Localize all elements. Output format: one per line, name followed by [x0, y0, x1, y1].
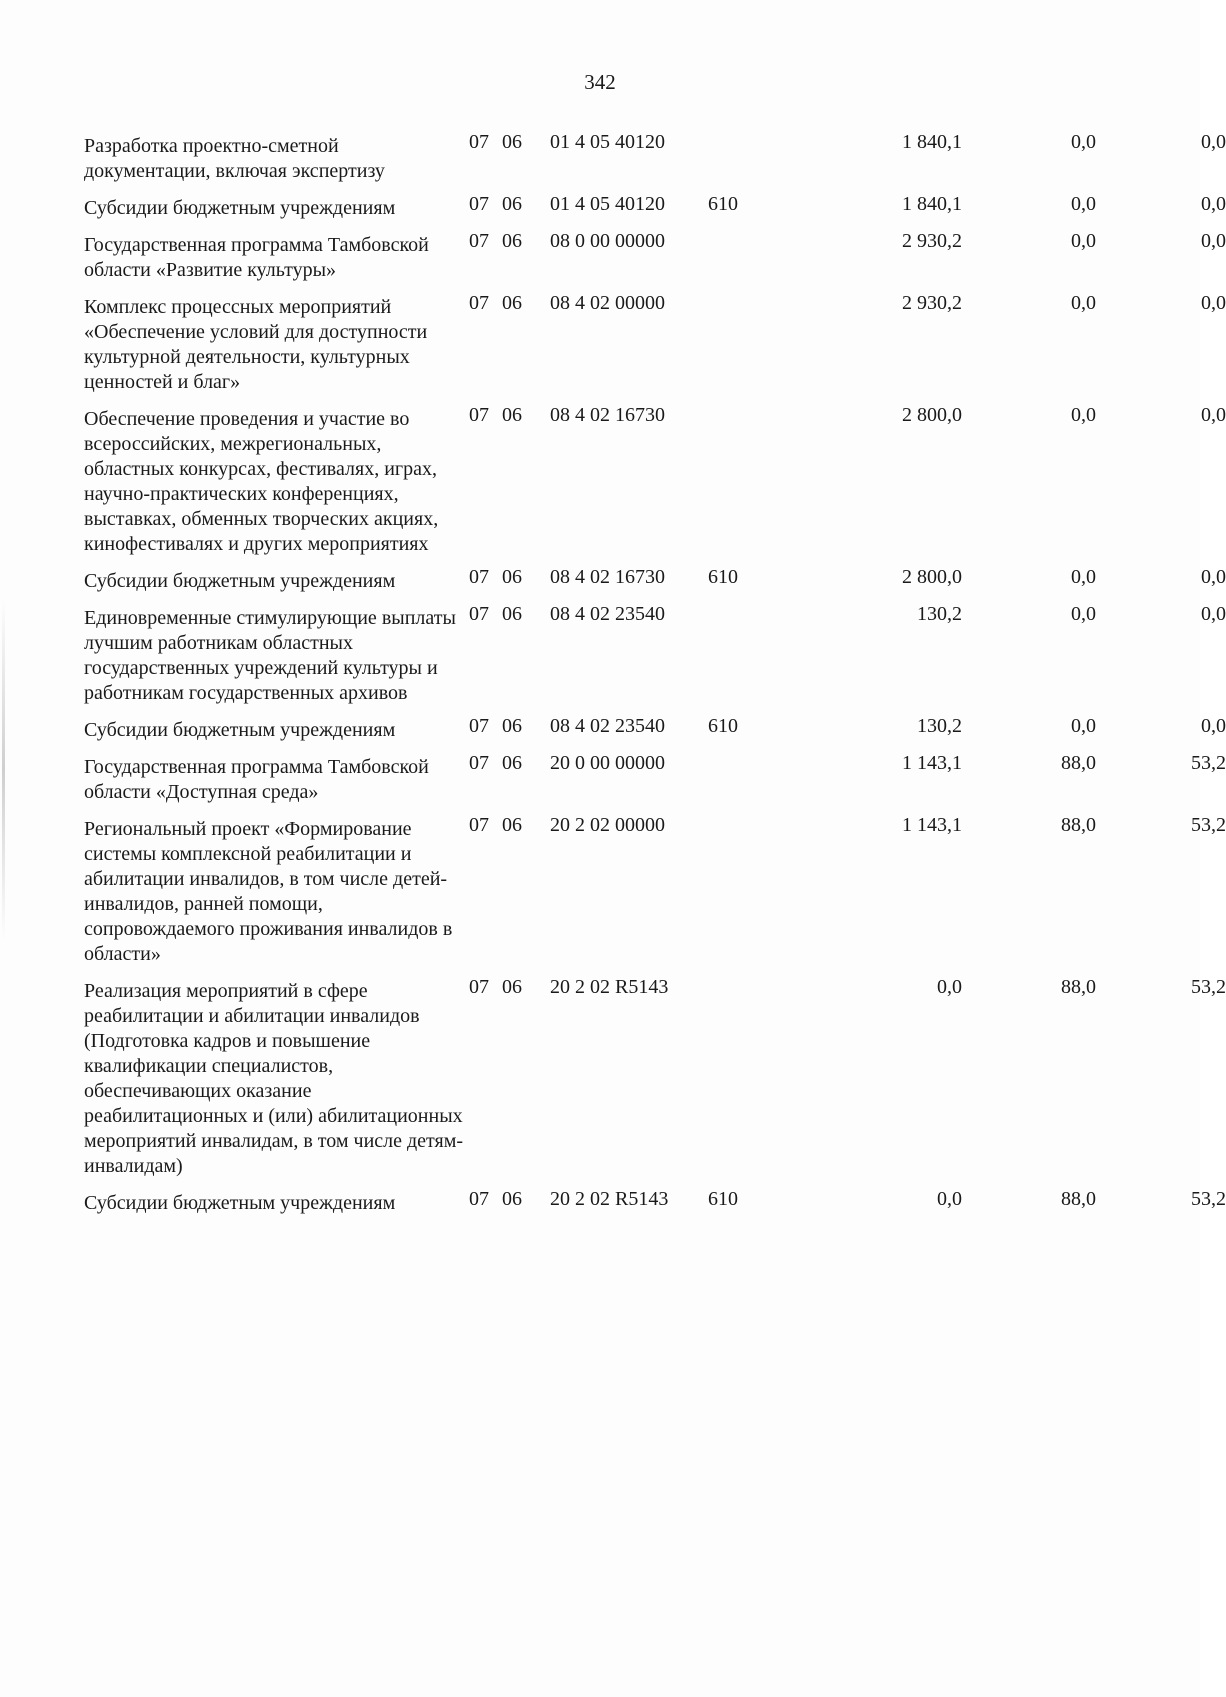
- section-code: 07: [469, 814, 489, 836]
- subsection-code: 06: [502, 193, 522, 215]
- amount-year-3: 0,0: [1201, 566, 1226, 588]
- amount-year-2: 0,0: [1071, 566, 1096, 588]
- row-spacer: [84, 1216, 1164, 1224]
- expense-type-code: 610: [708, 566, 738, 588]
- amount-year-2: 0,0: [1071, 603, 1096, 625]
- row-name: Комплекс процессных мероприятий «Обеспечение условий для доступности культурной деятельности, культурных ценностей и благ»: [84, 296, 428, 393]
- section-code: 07: [469, 976, 489, 998]
- table-row: [84, 1187, 1226, 1216]
- subsection-code: 06: [502, 715, 522, 737]
- amount-year-1: 1 143,1: [902, 814, 962, 836]
- target-article-code: 20 2 02 R5143: [550, 1188, 669, 1210]
- amount-year-3: 53,2: [1191, 814, 1226, 836]
- row-spacer: [84, 184, 1164, 192]
- target-article-code: 08 4 02 23540: [550, 715, 665, 737]
- row-name: Государственная программа Тамбовской области «Развитие культуры»: [84, 234, 429, 281]
- amount-year-1: 130,2: [917, 603, 962, 625]
- amount-year-1: 2 930,2: [902, 230, 962, 252]
- amount-year-3: 0,0: [1201, 230, 1226, 252]
- subsection-code: 06: [502, 1188, 522, 1210]
- row-name: Обеспечение проведения и участие во всероссийских, межрегиональных, областных конкурсах, фестивалях, играх, научно-практических конференциях, выставках, обменных творческих акциях, кинофестивалях и других мероприятиях: [84, 408, 439, 555]
- budget-table: [84, 130, 1226, 1224]
- row-spacer: [84, 805, 1164, 813]
- target-article-code: 08 0 00 00000: [550, 230, 665, 252]
- amount-year-2: 0,0: [1071, 292, 1096, 314]
- section-code: 07: [469, 1188, 489, 1210]
- subsection-code: 06: [502, 230, 522, 252]
- table-row: [84, 602, 1226, 706]
- target-article-code: 20 0 00 00000: [550, 752, 665, 774]
- table-row: [84, 714, 1226, 743]
- amount-year-2: 0,0: [1071, 193, 1096, 215]
- subsection-code: 06: [502, 131, 522, 153]
- row-name: Разработка проектно-сметной документации, включая экспертизу: [84, 135, 385, 182]
- amount-year-1: 1 143,1: [902, 752, 962, 774]
- section-code: 07: [469, 566, 489, 588]
- amount-year-3: 53,2: [1191, 976, 1226, 998]
- amount-year-1: 0,0: [937, 1188, 962, 1210]
- row-name: Государственная программа Тамбовской области «Доступная среда»: [84, 756, 429, 803]
- amount-year-3: 0,0: [1201, 193, 1226, 215]
- section-code: 07: [469, 715, 489, 737]
- amount-year-3: 0,0: [1201, 292, 1226, 314]
- section-code: 07: [469, 193, 489, 215]
- subsection-code: 06: [502, 566, 522, 588]
- amount-year-2: 88,0: [1061, 752, 1096, 774]
- target-article-code: 08 4 02 00000: [550, 292, 665, 314]
- amount-year-1: 130,2: [917, 715, 962, 737]
- row-name: Субсидии бюджетным учреждениям: [84, 1192, 396, 1214]
- target-article-code: 08 4 02 16730: [550, 404, 665, 426]
- target-article-code: 20 2 02 R5143: [550, 976, 669, 998]
- table-row: [84, 229, 1226, 283]
- section-code: 07: [469, 230, 489, 252]
- amount-year-1: 1 840,1: [902, 131, 962, 153]
- row-name: Региональный проект «Формирование системы комплексной реабилитации и абилитации инвалидов, в том числе детей-инвалидов, ранней помощи, сопровождаемого проживания инвалидов в области»: [84, 818, 453, 965]
- table-row: [84, 403, 1226, 557]
- section-code: 07: [469, 752, 489, 774]
- subsection-code: 06: [502, 976, 522, 998]
- table-row: [84, 975, 1226, 1179]
- section-code: 07: [469, 603, 489, 625]
- row-spacer: [84, 967, 1164, 975]
- row-spacer: [84, 221, 1164, 229]
- row-name: Субсидии бюджетным учреждениям: [84, 570, 396, 592]
- target-article-code: 08 4 02 16730: [550, 566, 665, 588]
- table-row: [84, 751, 1226, 805]
- row-spacer: [84, 1179, 1164, 1187]
- target-article-code: 08 4 02 23540: [550, 603, 665, 625]
- subsection-code: 06: [502, 752, 522, 774]
- subsection-code: 06: [502, 603, 522, 625]
- row-spacer: [84, 594, 1164, 602]
- amount-year-1: 0,0: [937, 976, 962, 998]
- scan-edge-mark: [2, 600, 5, 940]
- amount-year-1: 2 800,0: [902, 404, 962, 426]
- table-row: [84, 565, 1226, 594]
- section-code: 07: [469, 292, 489, 314]
- amount-year-3: 0,0: [1201, 603, 1226, 625]
- row-name: Субсидии бюджетным учреждениям: [84, 197, 396, 219]
- amount-year-1: 2 930,2: [902, 292, 962, 314]
- target-article-code: 20 2 02 00000: [550, 814, 665, 836]
- row-spacer: [84, 395, 1164, 403]
- amount-year-3: 53,2: [1191, 752, 1226, 774]
- amount-year-3: 0,0: [1201, 131, 1226, 153]
- row-name: Реализация мероприятий в сфере реабилитации и абилитации инвалидов (Подготовка кадров и повышение квалификации специалистов, обеспечивающих оказание реабилитационных и (или) абилитационных мероприятий инвалидам, в том числе детям-инвалидам): [84, 980, 464, 1177]
- target-article-code: 01 4 05 40120: [550, 193, 665, 215]
- subsection-code: 06: [502, 404, 522, 426]
- table-row: [84, 291, 1226, 395]
- row-spacer: [84, 743, 1164, 751]
- amount-year-2: 0,0: [1071, 404, 1096, 426]
- amount-year-1: 1 840,1: [902, 193, 962, 215]
- amount-year-2: 88,0: [1061, 1188, 1096, 1210]
- expense-type-code: 610: [708, 715, 738, 737]
- amount-year-3: 0,0: [1201, 715, 1226, 737]
- row-name: Единовременные стимулирующие выплаты лучшим работникам областных государственных учреждений культуры и работникам государственных архивов: [84, 607, 456, 704]
- section-code: 07: [469, 404, 489, 426]
- row-spacer: [84, 283, 1164, 291]
- table-row: [84, 192, 1226, 221]
- amount-year-2: 0,0: [1071, 131, 1096, 153]
- row-spacer: [84, 706, 1164, 714]
- amount-year-3: 53,2: [1191, 1188, 1226, 1210]
- table-row: [84, 130, 1226, 184]
- amount-year-2: 88,0: [1061, 976, 1096, 998]
- row-name: Субсидии бюджетным учреждениям: [84, 719, 396, 741]
- amount-year-2: 0,0: [1071, 230, 1096, 252]
- page-number: 342: [584, 70, 616, 94]
- expense-type-code: 610: [708, 193, 738, 215]
- expense-type-code: 610: [708, 1188, 738, 1210]
- target-article-code: 01 4 05 40120: [550, 131, 665, 153]
- table-row: [84, 813, 1226, 967]
- amount-year-3: 0,0: [1201, 404, 1226, 426]
- subsection-code: 06: [502, 814, 522, 836]
- amount-year-2: 88,0: [1061, 814, 1096, 836]
- amount-year-2: 0,0: [1071, 715, 1096, 737]
- row-spacer: [84, 557, 1164, 565]
- subsection-code: 06: [502, 292, 522, 314]
- section-code: 07: [469, 131, 489, 153]
- amount-year-1: 2 800,0: [902, 566, 962, 588]
